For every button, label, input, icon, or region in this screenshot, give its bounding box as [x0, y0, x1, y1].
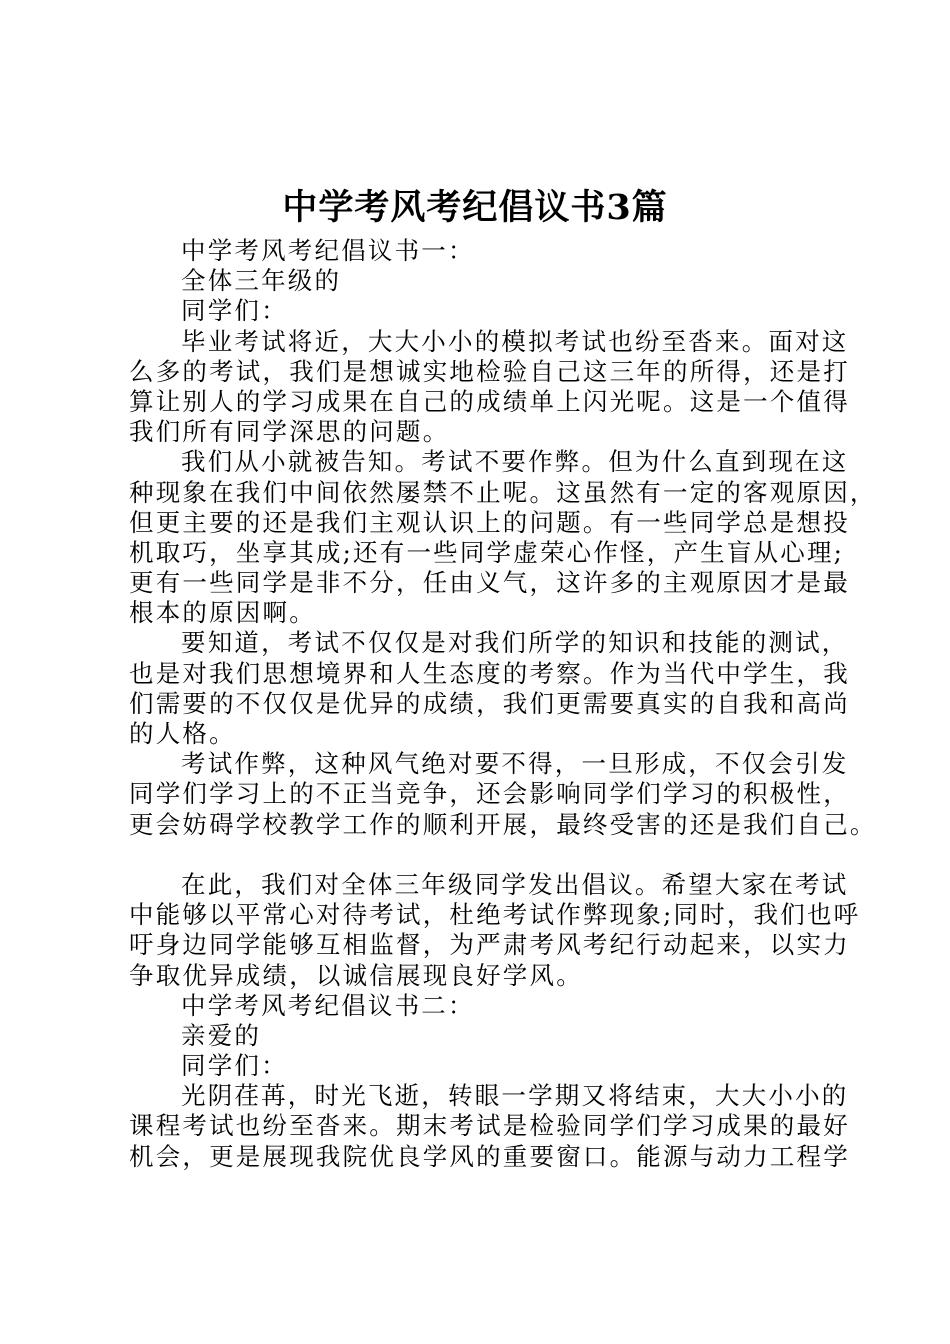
- paragraph-line: 么多的考试，我们是想诚实地检验自己这三年的所得，还是打: [129, 356, 850, 386]
- paragraph-line: 中能够以平常心对待考试，杜绝考试作弊现象;同时，我们也呼: [129, 900, 861, 930]
- salutation-line: 全体三年级的: [181, 266, 342, 296]
- section-heading: 中学考风考纪倡议书二：: [181, 990, 475, 1020]
- paragraph-line: 机取巧，坐享其成;还有一些同学虚荣心作怪，产生盲从心理;: [129, 537, 845, 567]
- salutation-line: 同学们：: [181, 296, 288, 326]
- blank-line: [129, 840, 841, 870]
- section-heading: 中学考风考纪倡议书一：: [181, 236, 475, 265]
- paragraph-line: 但更主要的还是我们主观认识上的问题。有一些同学总是想投: [129, 507, 850, 537]
- paragraph-line: 我们所有同学深思的问题。: [129, 417, 450, 447]
- paragraph-line: 更会妨碍学校教学工作的顺利开展，最终受害的还是我们自己。: [129, 809, 877, 839]
- paragraph-line: 吁身边同学能够互相监督，为严肃考风考纪行动起来，以实力: [129, 930, 850, 960]
- paragraph-line: 我们从小就被告知。考试不要作弊。但为什么直到现在这: [181, 447, 849, 477]
- salutation-line: 亲爱的: [181, 1020, 262, 1050]
- paragraph-line: 种现象在我们中间依然屡禁不止呢。这虽然有一定的客观原因，: [129, 477, 877, 507]
- paragraph-line: 机会，更是展现我院优良学风的重要窗口。能源与动力工程学: [129, 1141, 850, 1171]
- paragraph-line: 的人格。: [129, 719, 236, 748]
- paragraph-line: 更有一些同学是非不分，任由义气，这许多的主观原因才是最: [129, 568, 850, 598]
- paragraph-line: 争取优异成绩，以诚信展现良好学风。: [129, 960, 583, 990]
- document-title: 中学考风考纪倡议书3篇: [282, 187, 668, 228]
- paragraph-line: 毕业考试将近，大大小小的模拟考试也纷至沓来。面对这: [181, 326, 849, 356]
- paragraph-line: 考试作弊，这种风气绝对要不得，一旦形成，不仅会引发: [181, 749, 849, 779]
- paragraph-line: 也是对我们思想境界和人生态度的考察。作为当代中学生，我: [129, 658, 850, 688]
- paragraph-line: 同学们学习上的不正当竞争，还会影响同学们学习的积极性，: [129, 779, 850, 809]
- paragraph-line: 光阴荏苒，时光飞逝，转眼一学期又将结束，大大小小的: [181, 1081, 849, 1111]
- paragraph-line: 要知道，考试不仅仅是对我们所学的知识和技能的测试，: [181, 628, 849, 658]
- paragraph-line: 课程考试也纷至沓来。期末考试是检验同学们学习成果的最好: [129, 1111, 850, 1141]
- salutation-line: 同学们：: [181, 1051, 288, 1081]
- paragraph-line: 们需要的不仅仅是优异的成绩，我们更需要真实的自我和高尚: [129, 688, 850, 718]
- paragraph-line: 算让别人的学习成果在自己的成绩单上闪光呢。这是一个值得: [129, 386, 850, 416]
- paragraph-line: 根本的原因啊。: [129, 598, 316, 628]
- document-body: [129, 236, 877, 1172]
- paragraph-line: 在此，我们对全体三年级同学发出倡议。希望大家在考试: [181, 869, 849, 899]
